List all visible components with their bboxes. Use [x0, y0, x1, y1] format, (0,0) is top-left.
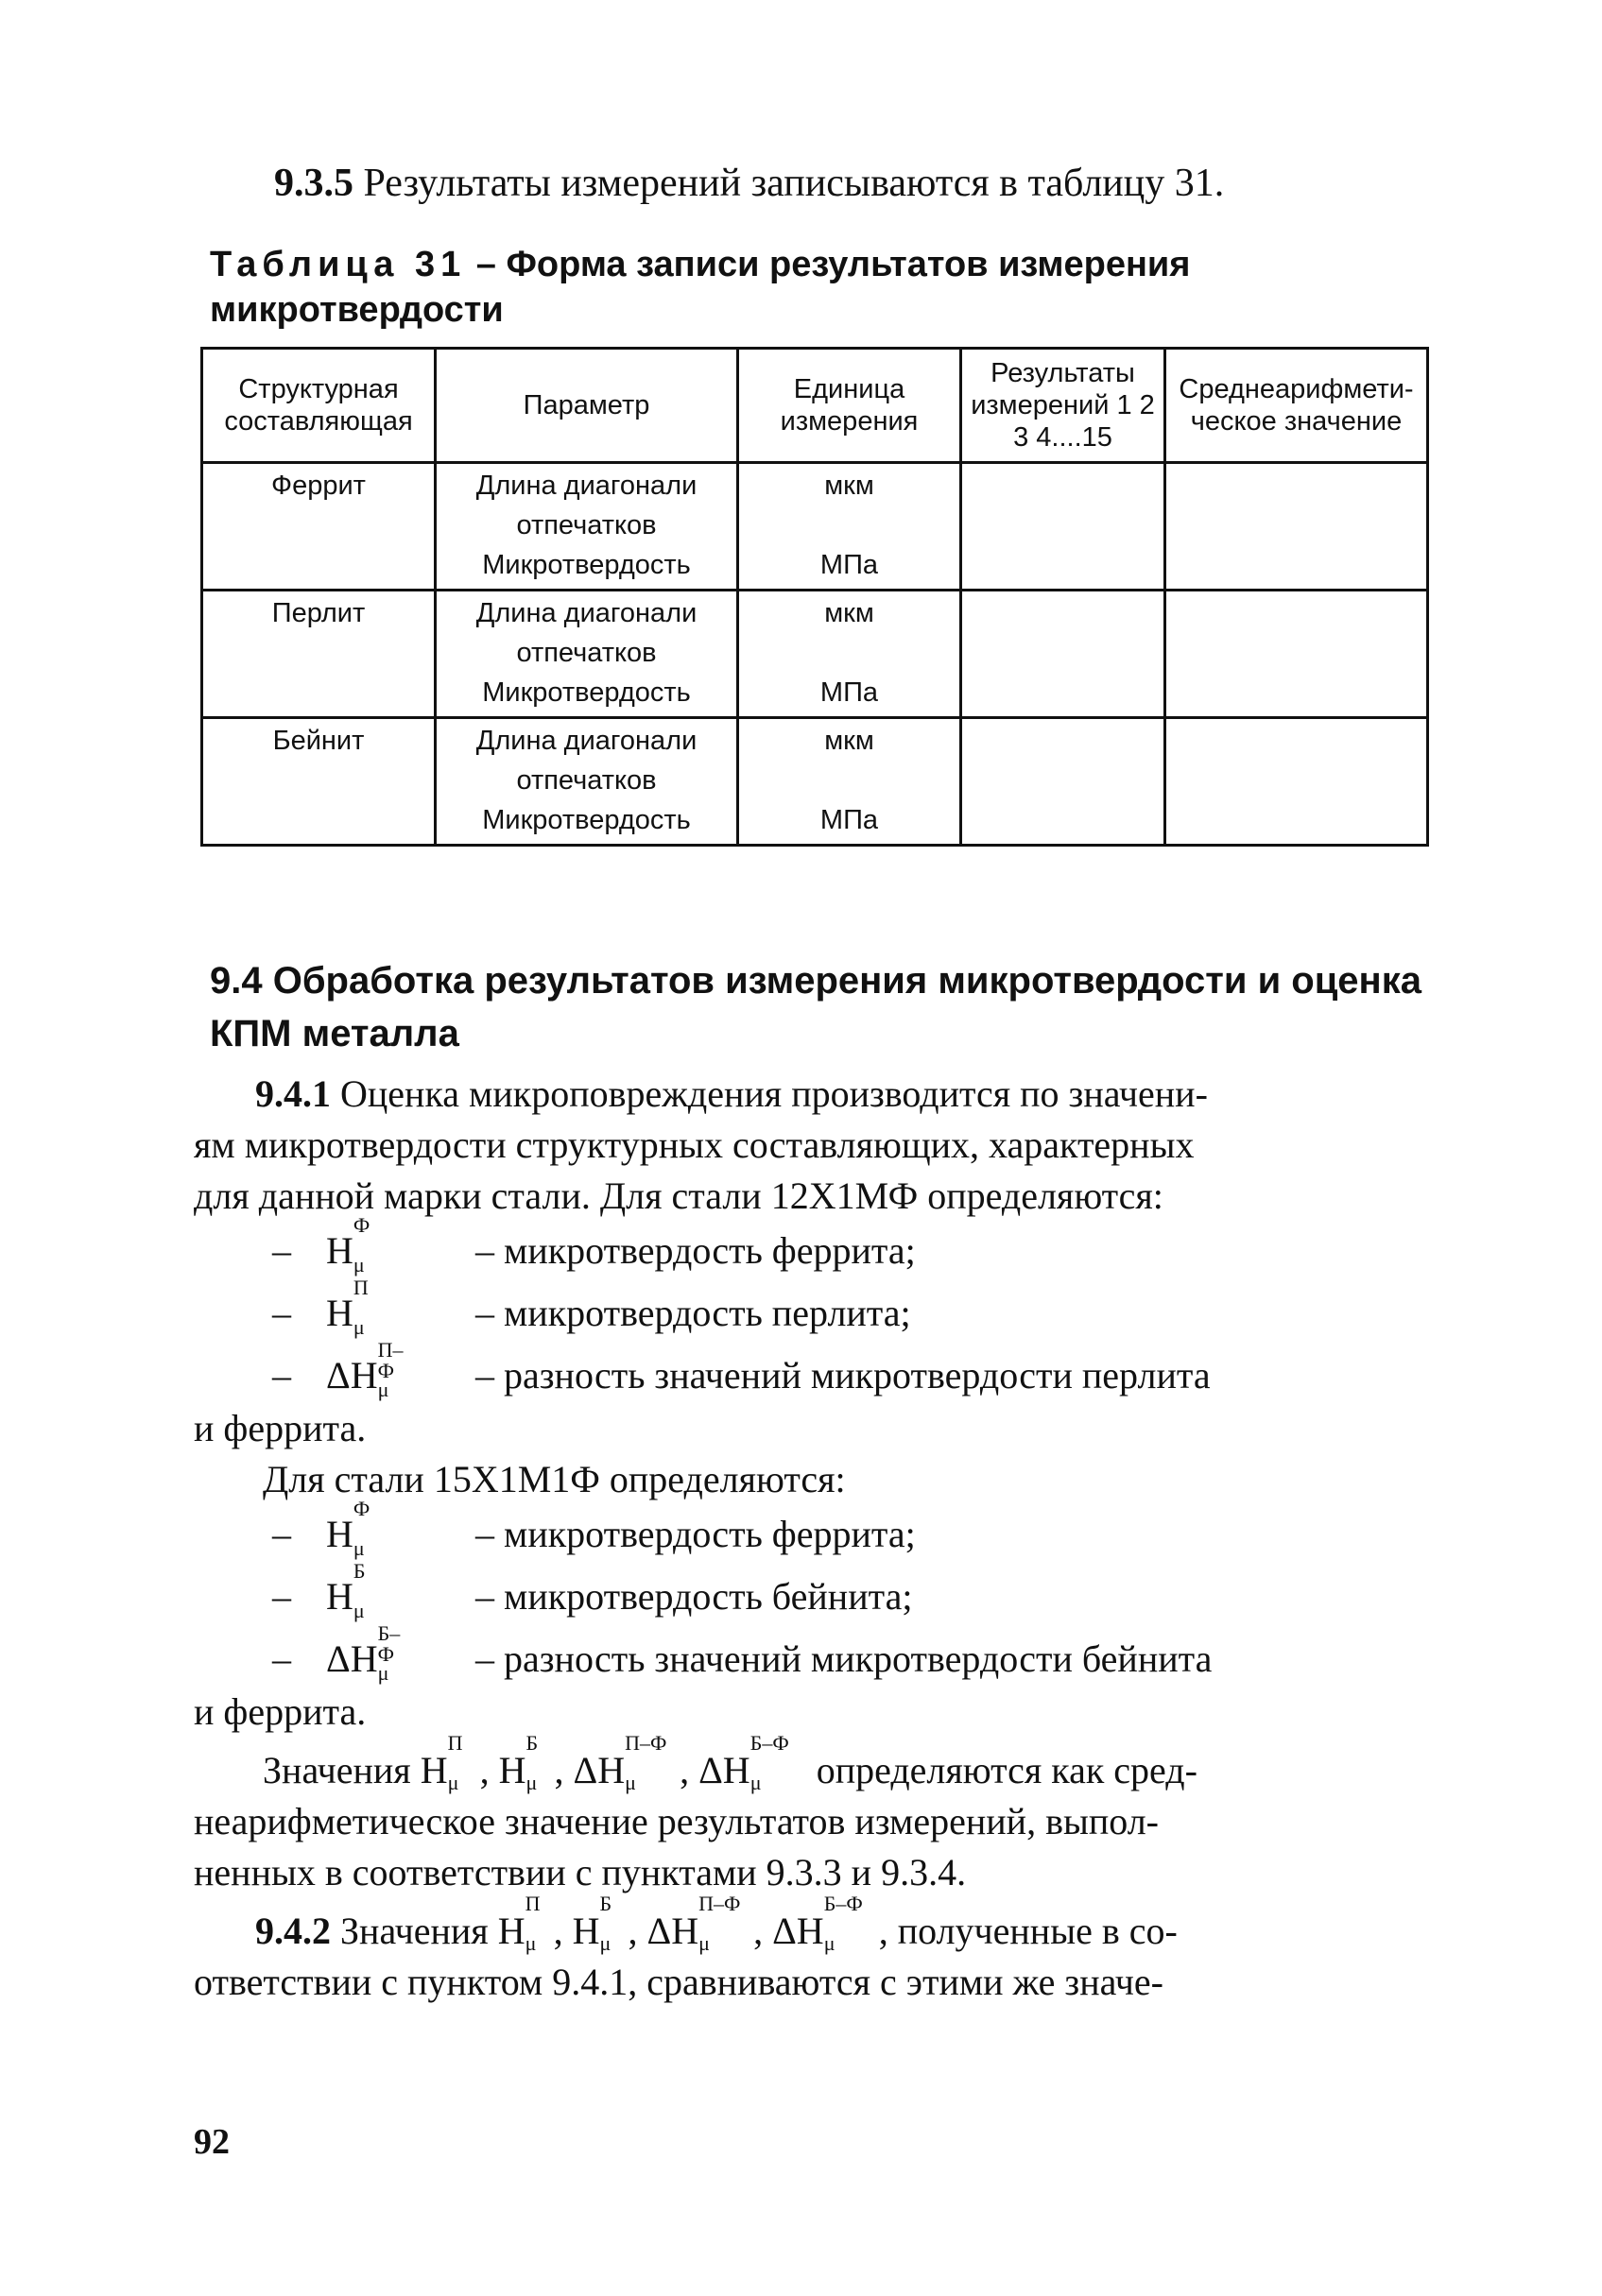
list-dash: – [272, 1292, 291, 1334]
text-run: Значения [331, 1910, 489, 1952]
symbol: H П μ [420, 1731, 463, 1794]
symbol: ΔH П–Ф μ [326, 1338, 404, 1401]
text-run: , полученные в со- [878, 1910, 1178, 1952]
cell-parameter [436, 463, 738, 591]
paragraph-line: для данной марки стали. Для стали 12Х1МФ определяются: [194, 1174, 1163, 1217]
cell-results [961, 463, 1165, 591]
cell-mean [1165, 463, 1428, 591]
table-header-row [202, 349, 1428, 463]
paragraph-line: неарифметическое значение результатов измерений, выпол- [194, 1800, 1159, 1842]
paragraph-line: ответствии с пунктом 9.4.1, сравниваются с этими же значе- [194, 1961, 1163, 2003]
unit-line: мкм [824, 471, 874, 501]
cell-parameter [436, 591, 738, 718]
paragraph-line: и феррита. [194, 1407, 367, 1449]
text-run: Оценка микроповреждения производится по значени- [331, 1072, 1208, 1115]
paragraph-text: Результаты измерений записываются в таблицу 31. [353, 162, 1225, 205]
list-description: – микротвердость феррита; [475, 1513, 916, 1555]
header-results: Результаты измерений 1 2 3 4....15 [961, 349, 1165, 463]
table-row [202, 591, 1428, 718]
symbol: H П μ [326, 1276, 369, 1339]
symbol: H Ф μ [326, 1497, 370, 1560]
clause-number: 9.4.1 [255, 1072, 331, 1115]
param-line: Длина диагонали [475, 471, 698, 501]
paragraph-line: и феррита. [194, 1690, 367, 1733]
param-line: отпечатков [516, 638, 657, 668]
list-description: – разность значений микротвердости перлита [475, 1354, 1211, 1396]
paragraph-line: ненных в соответствии с пунктами 9.3.3 и 9.3.4. [194, 1851, 967, 1893]
page-number: 92 [194, 2122, 230, 2162]
header-mean: Среднеарифмети-ческое значение [1165, 349, 1428, 463]
list-description: – микротвердость феррита; [475, 1229, 916, 1272]
symbol: ΔH Б–Ф μ [772, 1892, 863, 1955]
clause-number: 9.4.2 [255, 1910, 331, 1952]
list-dash: – [272, 1513, 291, 1555]
symbol: ΔH Б–Ф μ [698, 1731, 789, 1794]
list-description: – микротвердость перлита; [475, 1292, 911, 1334]
measurement-table [200, 347, 1429, 847]
cell-unit [738, 591, 961, 718]
symbol: H Б μ [326, 1559, 366, 1622]
symbol: H Б μ [498, 1731, 539, 1794]
list-dash: – [272, 1354, 291, 1396]
symbol: ΔH Б–Ф μ [326, 1621, 401, 1685]
paragraph-9-3-5 [274, 161, 1224, 206]
table-caption-text: – Форма записи результатов измерения микротвердости [210, 245, 1191, 330]
symbol: H П μ [497, 1892, 541, 1955]
paragraph-values-line: Значения H П μ , H Б μ , ΔH П–Ф μ , ΔH Б–Ф μ определяются как сред- [263, 1731, 1197, 1794]
unit-line: мкм [824, 598, 874, 628]
symbol: ΔH П–Ф μ [646, 1892, 741, 1955]
table-caption [210, 242, 1438, 333]
symbol: ΔH П–Ф μ [573, 1731, 667, 1794]
list-dash: – [272, 1575, 291, 1618]
param-line: Микротвердость [482, 550, 691, 580]
cell-results [961, 718, 1165, 846]
header-parameter: Параметр [436, 349, 738, 463]
unit-line: МПа [819, 805, 879, 835]
cell-unit [738, 718, 961, 846]
cell-mean [1165, 591, 1428, 718]
param-line: Микротвердость [482, 805, 691, 835]
symbol: H Ф μ [326, 1213, 370, 1277]
param-line: Длина диагонали [475, 726, 698, 756]
text-run: Значения [263, 1749, 411, 1791]
param-line: отпечатков [516, 510, 657, 540]
cell-unit [738, 463, 961, 591]
param-line: отпечатков [516, 765, 657, 796]
section-heading-9-4: 9.4 Обработка результатов измерения микротвердости и оценка КПМ металла [210, 960, 1421, 1054]
clause-number: 9.3.5 [274, 162, 353, 205]
cell-results [961, 591, 1165, 718]
table-caption-lead: Таблица 31 [210, 245, 467, 284]
paragraph-line: Для стали 15Х1М1Ф определяются: [263, 1458, 846, 1500]
table-row [202, 463, 1428, 591]
param-line: Длина диагонали [475, 598, 698, 628]
paragraph-9-4-2-line: 9.4.2 Значения H П μ , H Б μ , ΔH П–Ф μ , ΔH Б–Ф μ , полученные в со- [255, 1892, 1178, 1955]
list-description: – разность значений микротвердости бейнита [475, 1637, 1213, 1680]
cell-component: Бейнит [202, 718, 436, 846]
text-run: определяются как сред- [816, 1749, 1197, 1791]
list-description: – микротвердость бейнита; [475, 1575, 913, 1618]
list-dash: – [272, 1637, 291, 1680]
unit-line: МПа [819, 550, 879, 580]
table-row [202, 718, 1428, 846]
paragraph-9-4-1-line [255, 1070, 1208, 1119]
paragraph-line: ям микротвердости структурных составляющих, характерных [194, 1123, 1195, 1166]
param-line: Микротвердость [482, 677, 691, 708]
cell-mean [1165, 718, 1428, 846]
cell-parameter [436, 718, 738, 846]
cell-component: Феррит [202, 463, 436, 591]
header-unit: Единица измерения [738, 349, 961, 463]
unit-line: мкм [824, 726, 874, 756]
list-dash: – [272, 1229, 291, 1272]
symbol: H Б μ [572, 1892, 612, 1955]
header-component: Структурная составляющая [202, 349, 436, 463]
cell-component: Перлит [202, 591, 436, 718]
unit-line: МПа [819, 677, 879, 708]
